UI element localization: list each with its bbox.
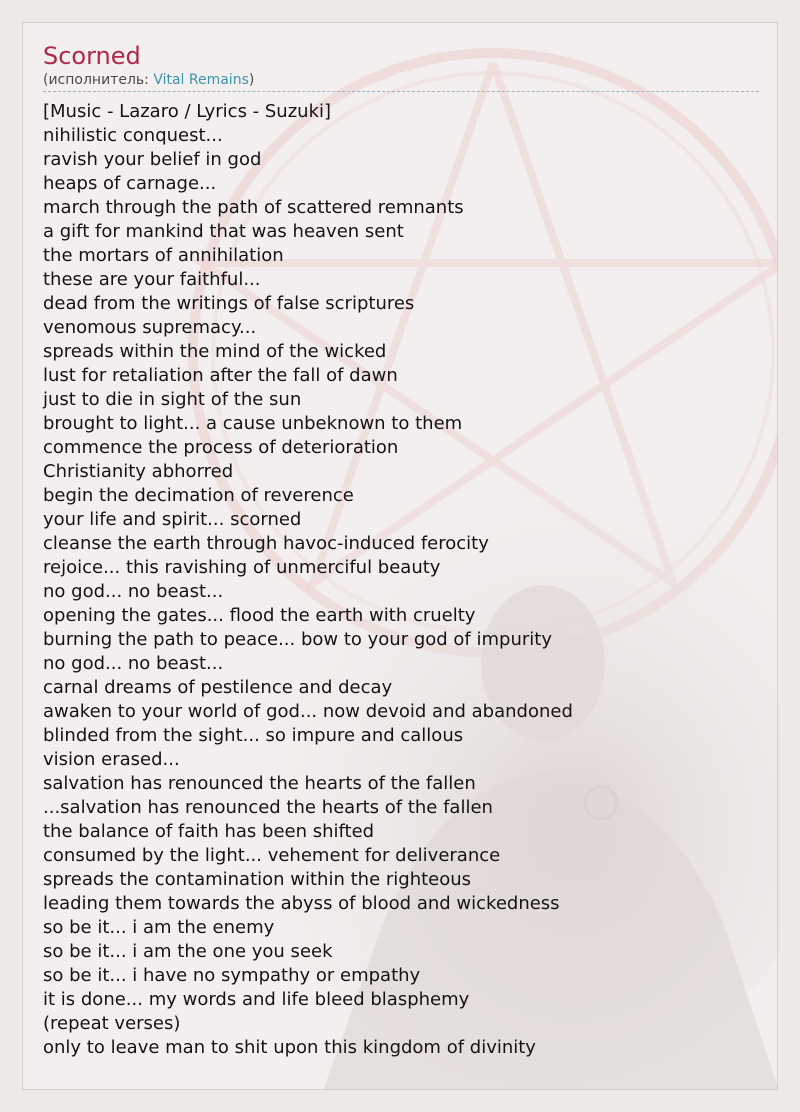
lyric-line: leading them towards the abyss of blood and wickedness [43, 893, 560, 914]
lyric-line: your life and spirit... scorned [43, 509, 302, 530]
lyric-line: march through the path of scattered remnants [43, 197, 464, 218]
lyric-line: spreads the contamination within the righteous [43, 869, 472, 890]
lyric-line: just to die in sight of the sun [43, 389, 302, 410]
lyric-line: ravish your belief in god [43, 149, 262, 170]
lyric-line: opening the gates... flood the earth with cruelty [43, 605, 476, 626]
lyric-line: spreads within the mind of the wicked [43, 341, 387, 362]
artist-prefix: (исполнитель: [43, 72, 154, 88]
artist-suffix: ) [248, 72, 255, 88]
lyric-line: so be it... i have no sympathy or empathy [43, 965, 421, 986]
artist-link[interactable]: Vital Remains [153, 72, 249, 88]
lyric-line: Christianity abhorred [43, 461, 234, 482]
lyric-line: (repeat verses) [43, 1013, 181, 1034]
lyric-line: these are your faithful... [43, 269, 261, 290]
lyric-line: nihilistic conquest... [43, 125, 223, 146]
lyric-line: heaps of carnage... [43, 173, 217, 194]
lyric-line: no god... no beast... [43, 581, 224, 602]
lyric-line: salvation has renounced the hearts of the fallen [43, 773, 476, 794]
lyric-line: vision erased... [43, 749, 180, 770]
lyric-line: lust for retaliation after the fall of dawn [43, 365, 398, 386]
lyric-line: so be it... i am the enemy [43, 917, 275, 938]
lyric-line: no god... no beast... [43, 653, 224, 674]
lyric-line: so be it... i am the one you seek [43, 941, 333, 962]
lyric-line: awaken to your world of god... now devoid and abandoned [43, 701, 573, 722]
lyric-line: burning the path to peace... bow to your god of impurity [43, 629, 552, 650]
lyric-line: cleanse the earth through havoc-induced ferocity [43, 533, 489, 554]
lyrics-content [43, 41, 759, 1060]
lyric-line: the balance of faith has been shifted [43, 821, 375, 842]
lyric-line: brought to light... a cause unbeknown to them [43, 413, 463, 434]
lyric-line: [Music - Lazaro / Lyrics - Suzuki] [43, 101, 332, 122]
lyric-line: a gift for mankind that was heaven sent [43, 221, 404, 242]
lyric-line: ...salvation has renounced the hearts of the fallen [43, 797, 493, 818]
title-divider [43, 91, 759, 92]
lyric-line: dead from the writings of false scriptures [43, 293, 415, 314]
lyrics-card [22, 22, 778, 1090]
lyric-line: carnal dreams of pestilence and decay [43, 677, 393, 698]
lyric-line: only to leave man to shit upon this kingdom of divinity [43, 1037, 536, 1058]
lyric-line: it is done... my words and life bleed blasphemy [43, 989, 470, 1010]
lyric-line: commence the process of deterioration [43, 437, 399, 458]
lyric-line: blinded from the sight... so impure and callous [43, 725, 464, 746]
lyric-line: rejoice... this ravishing of unmerciful beauty [43, 557, 441, 578]
artist-line [43, 71, 759, 89]
lyrics-list [43, 100, 759, 1060]
lyric-line: the mortars of annihilation [43, 245, 284, 266]
song-title: Scorned [43, 42, 141, 70]
lyric-line: venomous supremacy... [43, 317, 257, 338]
lyric-line: begin the decimation of reverence [43, 485, 354, 506]
lyric-line: consumed by the light... vehement for deliverance [43, 845, 501, 866]
